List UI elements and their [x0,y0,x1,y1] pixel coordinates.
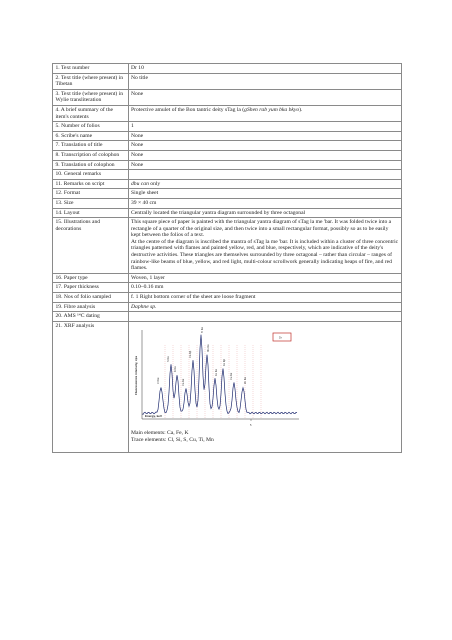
field-value [128,312,402,322]
field-label: 8. Transcription of colophon [53,150,129,160]
peak-label: Cu Kα [230,372,233,380]
table-row [53,312,402,322]
field-value [128,73,402,89]
field-value [128,302,402,312]
y-axis-title: Fluorescence intensity, cps [134,355,138,395]
field-value [128,283,402,293]
field-value [128,208,402,218]
peak-label: Ca Kβ [189,350,192,358]
field-label: 4. A brief summary of the item's contents [53,105,129,121]
table-row [53,302,402,312]
field-label: 2. Text title (where present) in Tibetan [53,73,129,89]
peak-label: Fe Kα [215,368,218,376]
table-row [53,179,402,189]
table-row [53,150,402,160]
peak-label: S Kα [167,356,170,362]
catalogue-sheet [52,63,402,453]
xrf-spectrum-chart [131,325,301,429]
field-label: 13. Size [53,198,129,208]
xrf-spectrum-figure [131,325,301,429]
description-paragraph: This square piece of paper is painted with the triangular yantra diagram of sTag la me 'bar. It was folded twice into a rectangle of a quarter of the original size, and then twice into a small rectangular format, possibly so as to be easily kept between the folios of a text. [131,219,392,239]
table-row [53,64,402,74]
field-value [128,122,402,132]
field-label: 1. Text number [53,64,129,74]
table-row [53,293,402,303]
table-row [53,208,402,218]
field-value [128,293,402,303]
value-italic: gShen rab yum bka bkyo [244,106,300,113]
value-text: Centrally located the triangular yantra diagram surrounded by three octagonal [131,209,306,216]
table-row [53,170,402,180]
value-text: None [131,90,144,97]
field-value [128,321,402,452]
peak-label: K Kα [174,366,177,372]
main-elements: Main elements: Ca, Fe, K [131,429,189,436]
table-row [53,189,402,199]
value-text: 39 × 40 cm [131,199,157,206]
field-label: 5. Number of folios [53,122,129,132]
field-value [128,273,402,283]
table-row [53,73,402,89]
field-label: 21. XRF analysis [53,321,129,452]
legend-label: Dr [279,336,282,340]
field-value [128,141,402,151]
value-italic: dbu can [131,180,149,187]
value-text: Protective amulet of the Bon tantric deity sTag la ( [131,106,245,113]
table-row [53,160,402,170]
field-value [128,150,402,160]
field-value [128,105,402,121]
table-row [53,141,402,151]
field-value [128,170,402,180]
table-row [53,198,402,208]
table-row [53,89,402,105]
value-text: No title [131,74,148,81]
peak-label: Ti Kα [201,326,204,333]
field-value [128,131,402,141]
value-text: Woven, 1 layer [131,274,165,281]
catalogue-table [52,63,402,453]
value-text: None [131,142,144,149]
value-text: Single sheet [131,190,159,197]
x-axis-title: Energy, keV [145,413,162,418]
table-row [53,321,402,452]
value-text-end: only [148,180,161,187]
table-row [53,218,402,274]
field-value [128,218,402,274]
value-text: 1 [131,123,134,130]
table-row [53,122,402,132]
field-value [128,89,402,105]
field-label: 19. Fibre analysis [53,302,129,312]
table-row [53,131,402,141]
field-label: 16. Paper type [53,273,129,283]
field-label: 7. Translation of title [53,141,129,151]
peak-label: Fe Kβ [223,358,226,366]
field-value [128,64,402,74]
table-row [53,283,402,293]
x-tick-label: 5 [250,423,252,427]
peak-label: Mn Kα [207,344,210,352]
field-label: 12. Format [53,189,129,199]
legend-box [273,333,291,341]
value-text: None [131,161,144,168]
peak-label: Ca Kα [182,378,185,386]
field-label: 9. Translation of colophon [53,160,129,170]
field-value [128,160,402,170]
peak-label: Zn Kα [244,376,247,384]
value-text: None [131,151,144,158]
value-text-end: ). [299,106,303,113]
field-value [128,179,402,189]
value-text: Dr 10 [131,65,144,71]
table-row [53,105,402,121]
peak-label: Cl Kα [157,377,160,384]
description-paragraph: At the centre of the diagram is inscribed the mantra of sTag la me 'bar. It is included within a cluster of three concentric triangles patterned with flames and painted yellow, red, and blue, respectively, which are indicative of the deity's destructive activities. These triangles are themselves surrounded by three octagonal – rather than circular – ranges of rainbow-like beams of blue, yellow, and red light, multi-colour scrollwork generally indicating heaps of fire, and red flames. [131,238,399,272]
value-text: f. 1 Right bottom corner of the sheet are loose fragment [131,294,256,301]
value-text: None [131,132,144,139]
field-label: 3. Text title (where present) in Wylie transliteration [53,89,129,105]
field-value [128,189,402,199]
spectrum-line [143,335,297,415]
field-label: 10. General remarks [53,170,129,180]
field-label: 15. Illustrations and decorations [53,218,129,274]
table-row [53,273,402,283]
field-label: 11. Remarks on script [53,179,129,189]
field-label: 20. AMS ¹⁴C dating [53,312,129,322]
value-italic: Daphne sp. [131,303,157,310]
field-label: 17. Paper thickness [53,283,129,293]
field-label: 14. Layout [53,208,129,218]
field-value [128,198,402,208]
field-label: 18. Nos of folio sampled [53,293,129,303]
value-text: 0.10–0.16 mm [131,284,164,291]
trace-elements: Trace elements: Cl, Si, S, Cu, Ti, Mn [131,437,214,444]
field-label: 6. Scribe's name [53,131,129,141]
